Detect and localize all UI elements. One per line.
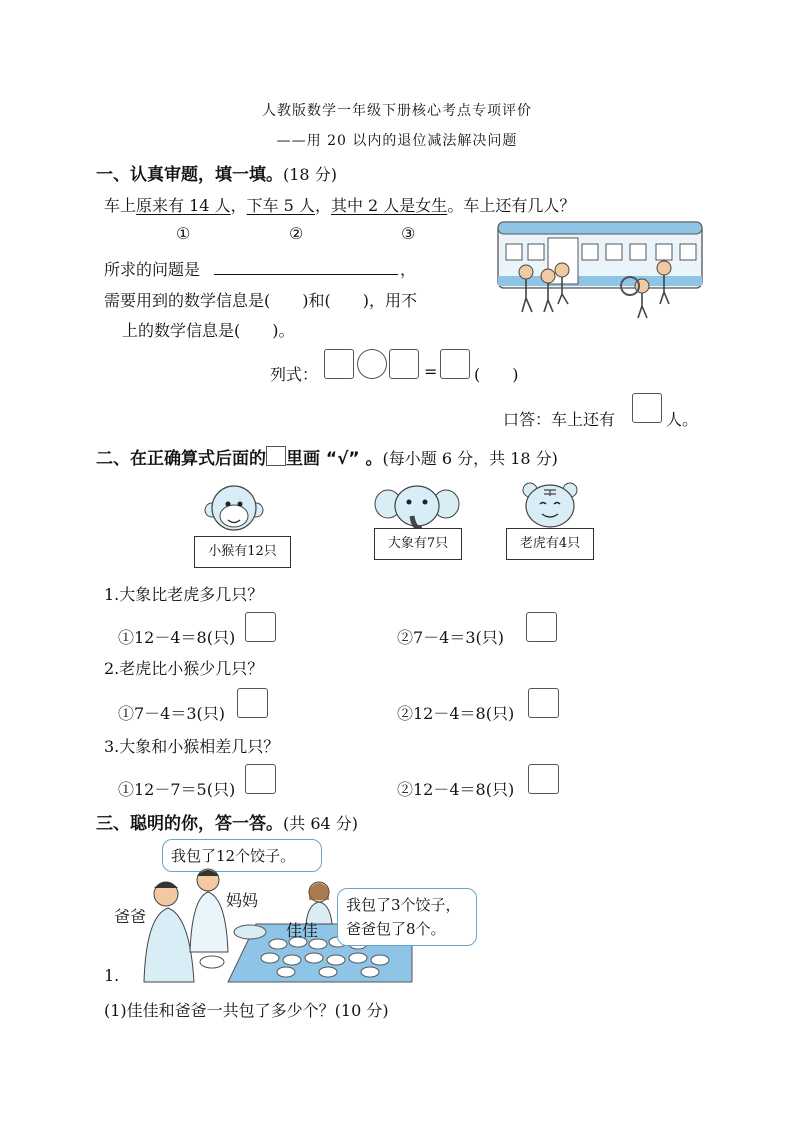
q2-option-2: ②12－4＝8(只)	[397, 704, 515, 723]
heading-box-icon	[266, 446, 286, 466]
q1-option-2-box[interactable]	[526, 612, 557, 642]
mark-2: ②	[289, 224, 304, 243]
q1-option-1: ①12－4＝8(只)	[118, 628, 236, 647]
problem-text-end: 。车上还有几人？	[447, 196, 576, 215]
question-target: 所求的问题是	[104, 260, 201, 279]
formula-box-1[interactable]	[324, 349, 354, 379]
section2-points: (每小题 6 分，共 18 分)	[382, 449, 558, 468]
problem-info-1: 原来有 14 人	[136, 196, 231, 215]
tiger-icon	[520, 480, 580, 530]
label-dad: 爸爸	[114, 907, 147, 926]
problem-sep-2: ，	[314, 196, 331, 215]
q1-option-1-box[interactable]	[245, 612, 276, 642]
formula-operator-circle[interactable]	[357, 349, 387, 379]
speech-bubble-mom: 我包了12个饺子。	[162, 839, 322, 872]
sign-tiger: 老虎有4只	[506, 528, 594, 560]
formula-label: 列式：	[270, 365, 319, 384]
problem-number: 1.	[104, 966, 120, 985]
section3-heading	[96, 809, 358, 834]
answer-prefix: 口答：车上还有	[503, 410, 616, 429]
page-title: 人教版数学一年级下册核心考点专项评价	[262, 103, 532, 119]
q2-option-2-box[interactable]	[528, 688, 559, 718]
section3-title: 三、聪明的你，答一答。	[96, 814, 283, 834]
problem-info-2: 下车 5 人	[246, 196, 315, 215]
formula-box-2[interactable]	[389, 349, 419, 379]
monkey-icon	[204, 480, 264, 540]
problem-info-3: 其中 2 人是女生	[330, 196, 448, 215]
q2-option-1-box[interactable]	[237, 688, 268, 718]
sign-monkey: 小猴有12只	[194, 536, 291, 568]
q2-option-1: ①7－4＝3(只)	[118, 704, 226, 723]
section1-problem	[104, 193, 575, 216]
train-illustration	[496, 220, 706, 320]
answer-suffix: 人。	[666, 410, 699, 429]
question-target-end: ，	[400, 260, 417, 279]
speech-bubble-jiajia	[337, 888, 477, 946]
formula-box-result[interactable]	[440, 349, 470, 379]
question-unused: 上的数学信息是( )。	[122, 321, 295, 340]
problem-text-a: 车上	[104, 196, 137, 215]
q3-option-2-box[interactable]	[528, 764, 559, 794]
formula-unit: ( )	[474, 365, 519, 384]
sign-elephant: 大象有7只	[374, 528, 462, 560]
label-jiajia: 佳佳	[286, 921, 319, 940]
section3-points: (共 64 分)	[283, 814, 359, 833]
answer-blank-line[interactable]	[214, 274, 398, 275]
label-mom: 妈妈	[226, 891, 259, 910]
question-1: 1.大象比老虎多几只？	[104, 585, 264, 604]
formula-equals: =	[424, 362, 438, 381]
section2-heading	[96, 444, 558, 469]
answer-box[interactable]	[632, 393, 662, 423]
q3-option-1: ①12－7＝5(只)	[118, 780, 236, 799]
section2-title-post: 里画 “√” 。	[286, 449, 383, 469]
problem-sep-1: ，	[230, 196, 247, 215]
mark-1: ①	[176, 224, 191, 243]
section1-heading	[96, 160, 337, 185]
page-subtitle: ——用 20 以内的退位减法解决问题	[276, 133, 518, 149]
q3-option-2: ②12－4＝8(只)	[397, 780, 515, 799]
question-3: 3.大象和小猴相差几只？	[104, 737, 280, 756]
mark-3: ③	[401, 224, 416, 243]
bubble-jiajia-line-2: 爸爸包了8个。	[346, 920, 446, 938]
elephant-icon	[374, 484, 460, 532]
question-info: 需要用到的数学信息是( )和( )，用不	[104, 291, 417, 310]
bubble-jiajia-line-1: 我包了3个饺子，	[346, 896, 461, 914]
q3-option-1-box[interactable]	[245, 764, 276, 794]
section1-points: (18 分)	[283, 165, 337, 184]
sub-question-1: (1)佳佳和爸爸一共包了多少个？(10 分)	[104, 1001, 389, 1020]
section2-title-pre: 二、在正确算式后面的	[96, 449, 266, 469]
q1-option-2: ②7－4＝3(只)	[397, 628, 505, 647]
question-2: 2.老虎比小猴少几只？	[104, 659, 264, 678]
section1-title: 一、认真审题，填一填。	[96, 165, 283, 185]
